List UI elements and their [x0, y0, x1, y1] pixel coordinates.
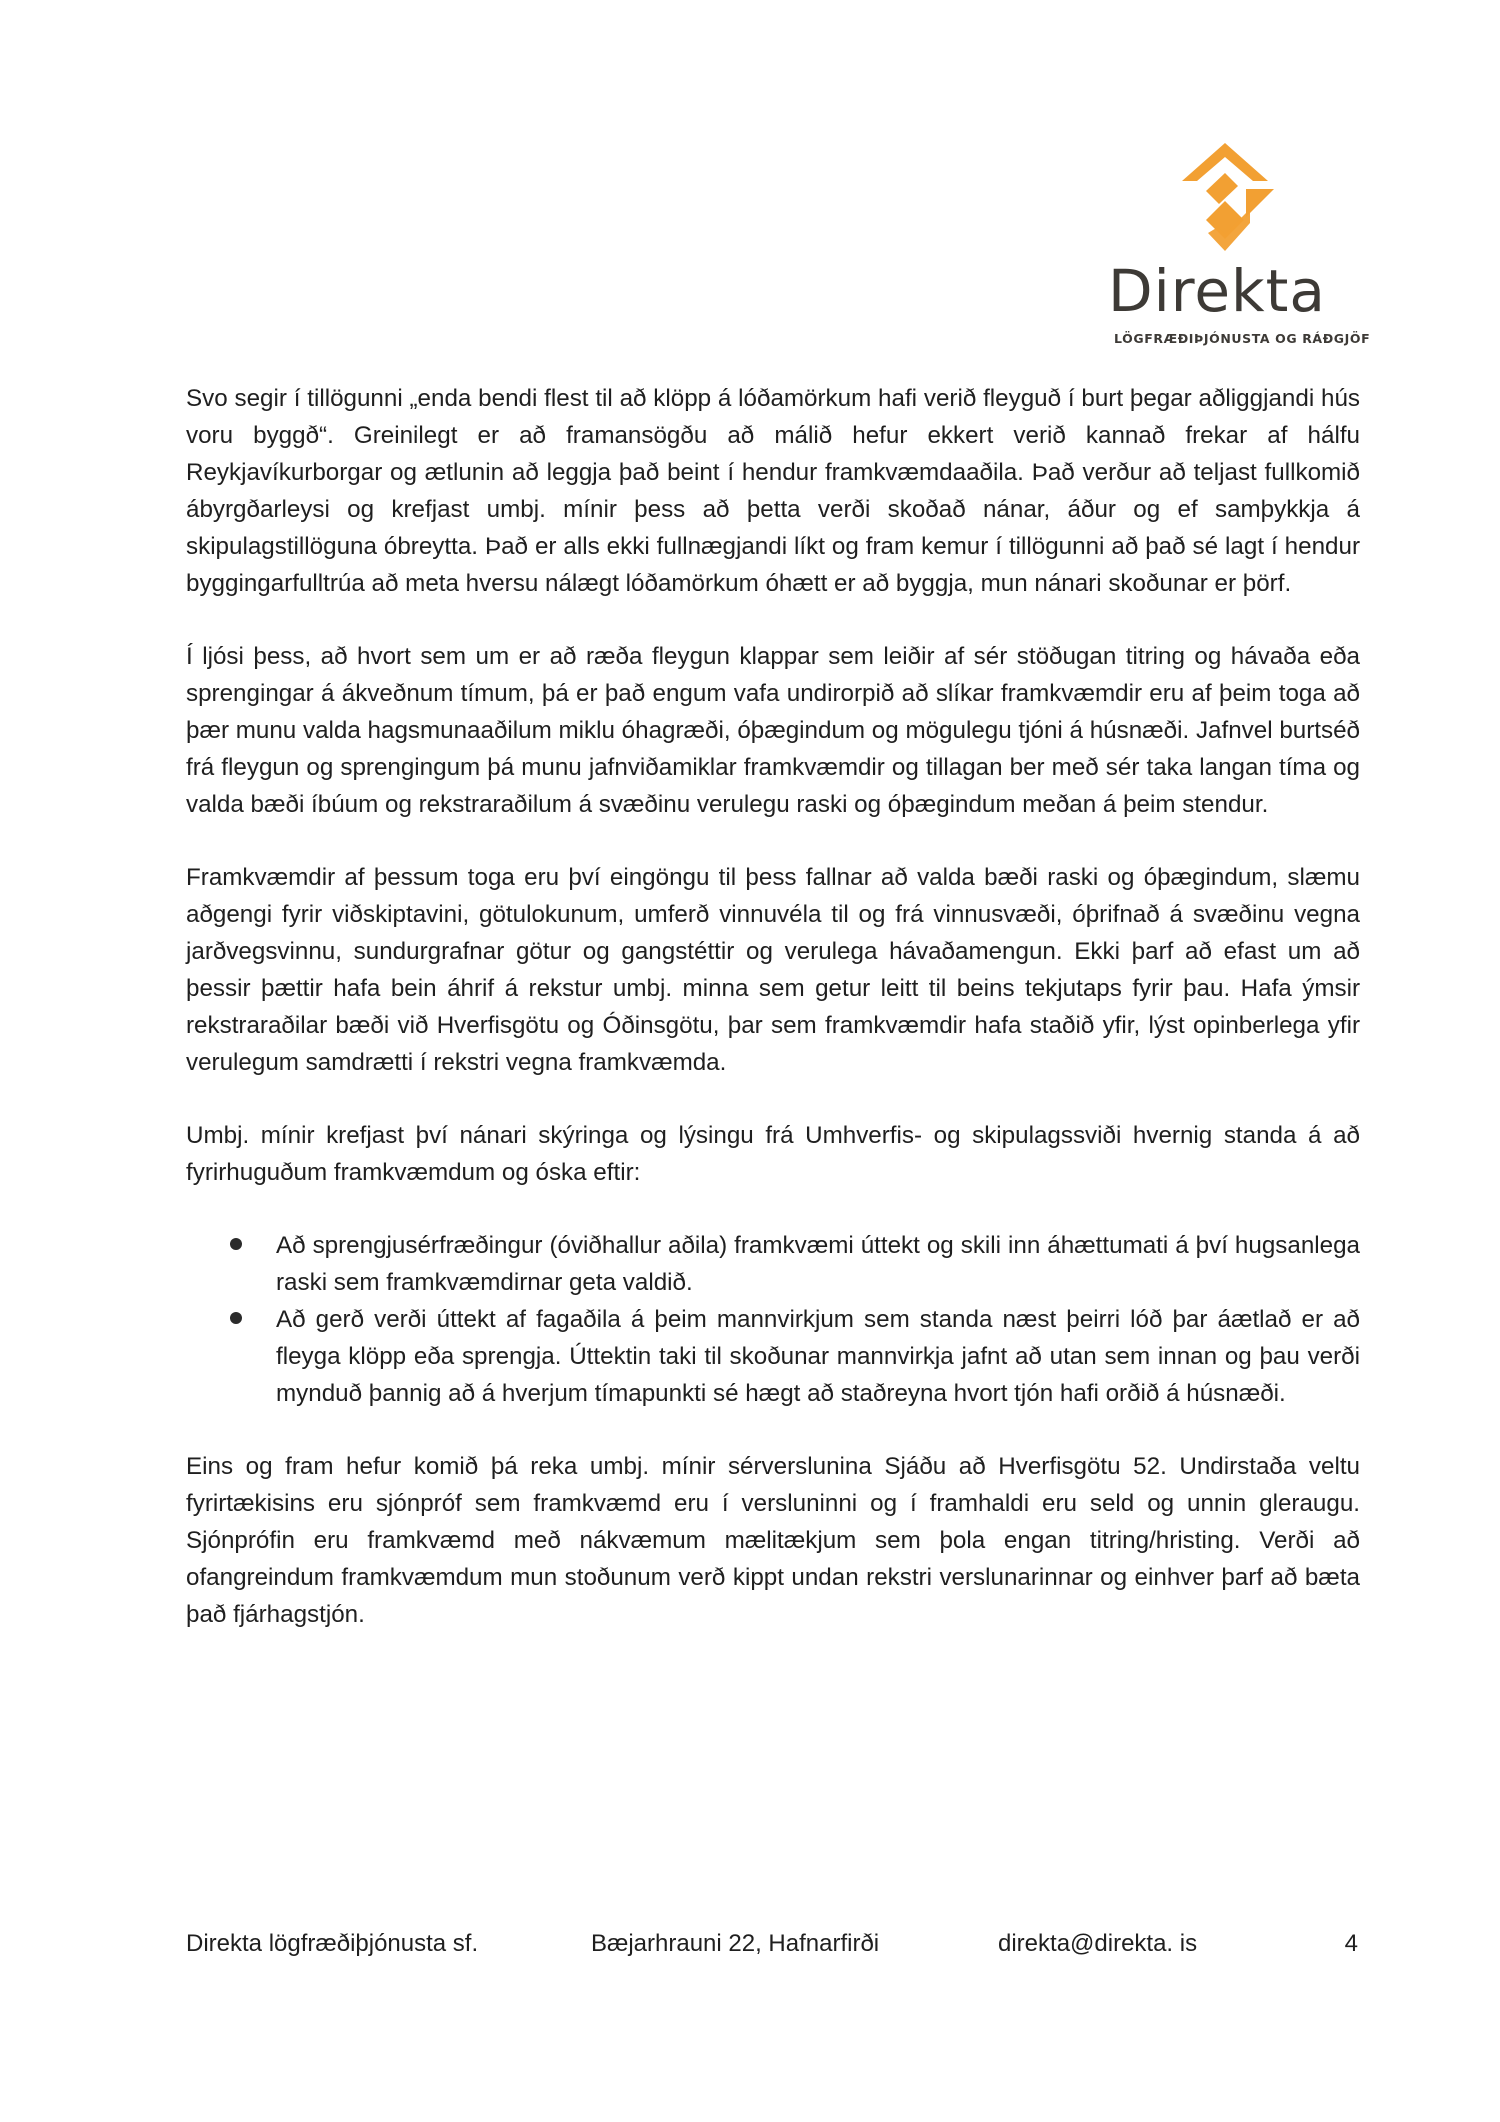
- list-item-text: Að gerð verði úttekt af fagaðila á þeim mannvirkjum sem standa næst þeirri lóð þar áætlað er að fleyga klöpp eða sprengja. Úttektin taki til skoðunar mannvirkja jafnt að utan sem innan og þau verði mynduð þannig að á hverjum tímapunkti sé hægt að staðreyna hvort tjón hafi orðið á húsnæði.: [276, 1306, 1360, 1407]
- bullet-icon: [230, 1312, 242, 1324]
- logo-wordmark: Direkta: [1108, 257, 1326, 325]
- paragraph: Umbj. mínir krefjast því nánari skýringa og lýsingu frá Umhverfis- og skipulagssviði hvernig standa á að fyrirhuguðum framkvæmdum og óska eftir:: [186, 1122, 1360, 1186]
- paragraph: Í ljósi þess, að hvort sem um er að ræða fleygun klappar sem leiðir af sér stöðugan titring og hávaða eða sprengingar á ákveðnum tímum, þá er það engum vafa undirorpið að slíkar framkvæmdir eru af þeim toga að þær munu valda hagsmunaaðilum miklu óhagræði, óþægindum og mögulegu tjóni á húsnæði. Jafnvel burtséð frá fleygun og sprengingum þá munu jafnviðamiklar framkvæmdir og tillagan ber með sér taka langan tíma og valda bæði íbúum og rekstraraðilum á svæðinu verulegu raski og óþægindum meðan á þeim stendur.: [186, 643, 1360, 818]
- company-logo: [1100, 135, 1371, 355]
- paragraph: Svo segir í tillögunni „enda bendi flest til að klöpp á lóðamörkum hafi verið fleyguð í burt þegar aðliggjandi hús voru byggð“. Greinilegt er að framansögðu að málið hefur ekkert verið kannað frekar af hálfu Reykjavíkurborgar og ætlunin að leggja það beint í hendur framkvæmdaaðila. Það verður að teljast fullkomið ábyrgðarleysi og krefjast umbj. mínir þess að þetta verði skoðað nánar, áður og ef samþykkja á skipulagstillöguna óbreytta. Það er alls ekki fullnægjandi líkt og fram kemur í tillögunni að það sé lagt í hendur byggingarfulltrúa að meta hversu nálægt lóðamörkum óhætt er að byggja, mun nánari skoðunar er þörf.: [186, 385, 1360, 597]
- logo-mark-icon: [1150, 143, 1300, 263]
- footer-company: Direkta lögfræðiþjónusta sf.: [186, 1930, 479, 1957]
- bullet-icon: [230, 1238, 242, 1250]
- footer-email[interactable]: direkta@direkta. is: [998, 1930, 1198, 1957]
- logo-tagline: LÖGFRÆÐIÞJÓNUSTA OG RÁÐGJÖF: [1114, 331, 1371, 346]
- list-item: [276, 1227, 1360, 1301]
- footer-address: Bæjarhrauni 22, Hafnarfirði: [591, 1930, 880, 1957]
- list-item-text: Að sprengjusérfræðingur (óviðhallur aðila) framkvæmi úttekt og skili inn áhættumati á því hugsanlega raski sem framkvæmdirnar geta valdið.: [276, 1232, 1360, 1296]
- letter-body: [186, 380, 1360, 1669]
- closing-paragraph: Eins og fram hefur komið þá reka umbj. mínir sérverslunina Sjáðu að Hverfisgötu 52. Undirstaða veltu fyrirtækisins eru sjónpróf sem framkvæmd eru í versluninni og í framhaldi eru seld og unnin gleraugu. Sjónprófin eru framkvæmd með nákvæmum mælitækjum sem þola engan titring/hristing. Verði að ofangreindum framkvæmdum mun stoðunum verð kippt undan rekstri verslunarinnar og einhver þarf að bæta það fjárhagstjón.: [186, 1453, 1360, 1628]
- page-number: 4: [1344, 1930, 1358, 1957]
- list-item: [276, 1301, 1360, 1412]
- page-footer: [186, 1930, 1360, 1970]
- paragraph: Framkvæmdir af þessum toga eru því eingöngu til þess fallnar að valda bæði raski og óþægindum, slæmu aðgengi fyrir viðskiptavini, götulokunum, umferð vinnuvéla til og frá vinnusvæði, óþrifnað á svæðinu vegna jarðvegsvinnu, sundurgrafnar götur og gangstéttir og verulega hávaðamengun. Ekki þarf að efast um að þessir þættir hafa bein áhrif á rekstur umbj. minna sem getur leitt til beins tekjutaps fyrir þau. Hafa ýmsir rekstraraðilar bæði við Hverfisgötu og Óðinsgötu, þar sem framkvæmdir hafa staðið yfir, lýst opinberlega yfir verulegum samdrætti í rekstri vegna framkvæmda.: [186, 864, 1360, 1076]
- request-list: [186, 1227, 1360, 1412]
